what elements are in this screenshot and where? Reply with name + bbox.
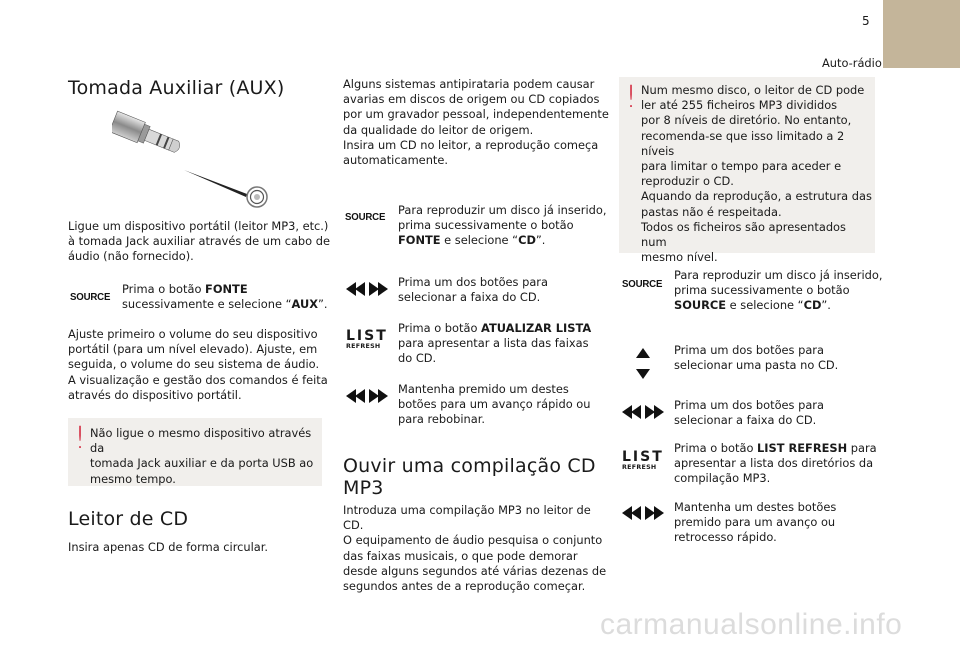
step-play-mp3: Para reproduzir um disco já inserido, prima sucessivamente o botão SOURCE e selecione “CD”. [674,268,883,313]
step-select-track: Prima um dos botões para selecionar a faixa do CD. [398,275,548,305]
exclamation-icon: ! [625,80,638,115]
source-button-icon: SOURCE [345,211,386,223]
step-fast-forward: Mantenha premido um destes botões para um avanço rápido ou para rebobinar. [398,382,591,427]
aux-heading: Tomada Auxiliar (AUX) [68,77,285,99]
antipiracy-text: Alguns sistemas antipirataria podem causar avarias em discos de origem ou CD copiados por um gravador pessoal, independentemente da qualidade do leitor de origem. Insira um CD no leitor, a reprodução começa automaticamente. [343,77,609,168]
list-refresh-icon: LIST REFRESH [622,449,664,471]
jack-plug-illustration [112,108,272,208]
seek-arrows-icon [622,506,664,520]
aux-intro: Ligue um dispositivo portátil (leitor MP3, etc.) à tomada Jack auxiliar através de um cabo de áudio (não fornecido). [68,219,330,264]
cd-heading: Leitor de CD [68,508,189,530]
source-button-icon: SOURCE [622,278,663,290]
exclamation-icon: ! [74,421,87,456]
source-button-icon: SOURCE [70,291,111,303]
step-select-folder: Prima um dos botões para selecionar uma pasta no CD. [674,343,839,373]
seek-arrows-icon [346,282,388,296]
step-list-refresh: Prima o botão LIST REFRESH para apresentar a lista dos diretórios da compilação MP3. [674,441,877,486]
mp3-text: Introduza uma compilação MP3 no leitor de CD. O equipamento de áudio pesquisa o conjunto das faixas musicais, o que pode demorar desde alguns segundos até várias dezenas de segundos antes de a reprodução começar. [343,503,607,594]
section-title: Auto-rádio [822,56,882,70]
seek-arrows-icon [622,405,664,419]
step-update-list: Prima o botão ATUALIZAR LISTA para apresentar a lista das faixas do CD. [398,321,592,366]
step-fast-forward-mp3: Mantenha um destes botões premido para um avanço ou retrocesso rápido. [674,500,837,545]
section-tab [883,0,960,68]
list-refresh-icon: LIST REFRESH [346,328,388,350]
warning-note-mp3: ! Num mesmo disco, o leitor de CD pode ler até 255 ficheiros MP3 divididos por 8 níveis de diretório. No entanto, recomenda-se que isso limitado a 2 níveis para limitar o tempo para aceder e reproduzir o CD. Aquando da reprodução, a estrutura das pastas não é respeitada. Todos os ficheiros são apresentados num mesmo nível. [619,77,875,253]
seek-arrows-icon [346,389,388,403]
page-number: 5 [862,14,870,28]
warning-note-aux: ! Não ligue o mesmo dispositivo através da tomada Jack auxiliar e da porta USB ao mesmo tempo. [68,418,322,486]
step-select-track-mp3: Prima um dos botões para selecionar a faixa do CD. [674,398,824,428]
up-down-arrows-icon [635,348,651,380]
watermark: carmanualsonline.info [600,608,903,641]
adjust-volume-text: Ajuste primeiro o volume do seu dispositivo portátil (para um nível elevado). Ajuste, em seguida, o volume do seu sistema de áudio. A visualização e gestão dos comandos é feita através do dispositivo portátil. [68,327,328,402]
step-play-cd: Para reproduzir um disco já inserido, prima sucessivamente o botão FONTE e selecione “CD”. [398,203,607,248]
cd-text: Insira apenas CD de forma circular. [68,540,269,554]
mp3-heading: Ouvir uma compilação CD MP3 [343,455,596,499]
step-fonte-aux: Prima o botão FONTE sucessivamente e selecione “AUX”. [122,282,328,312]
